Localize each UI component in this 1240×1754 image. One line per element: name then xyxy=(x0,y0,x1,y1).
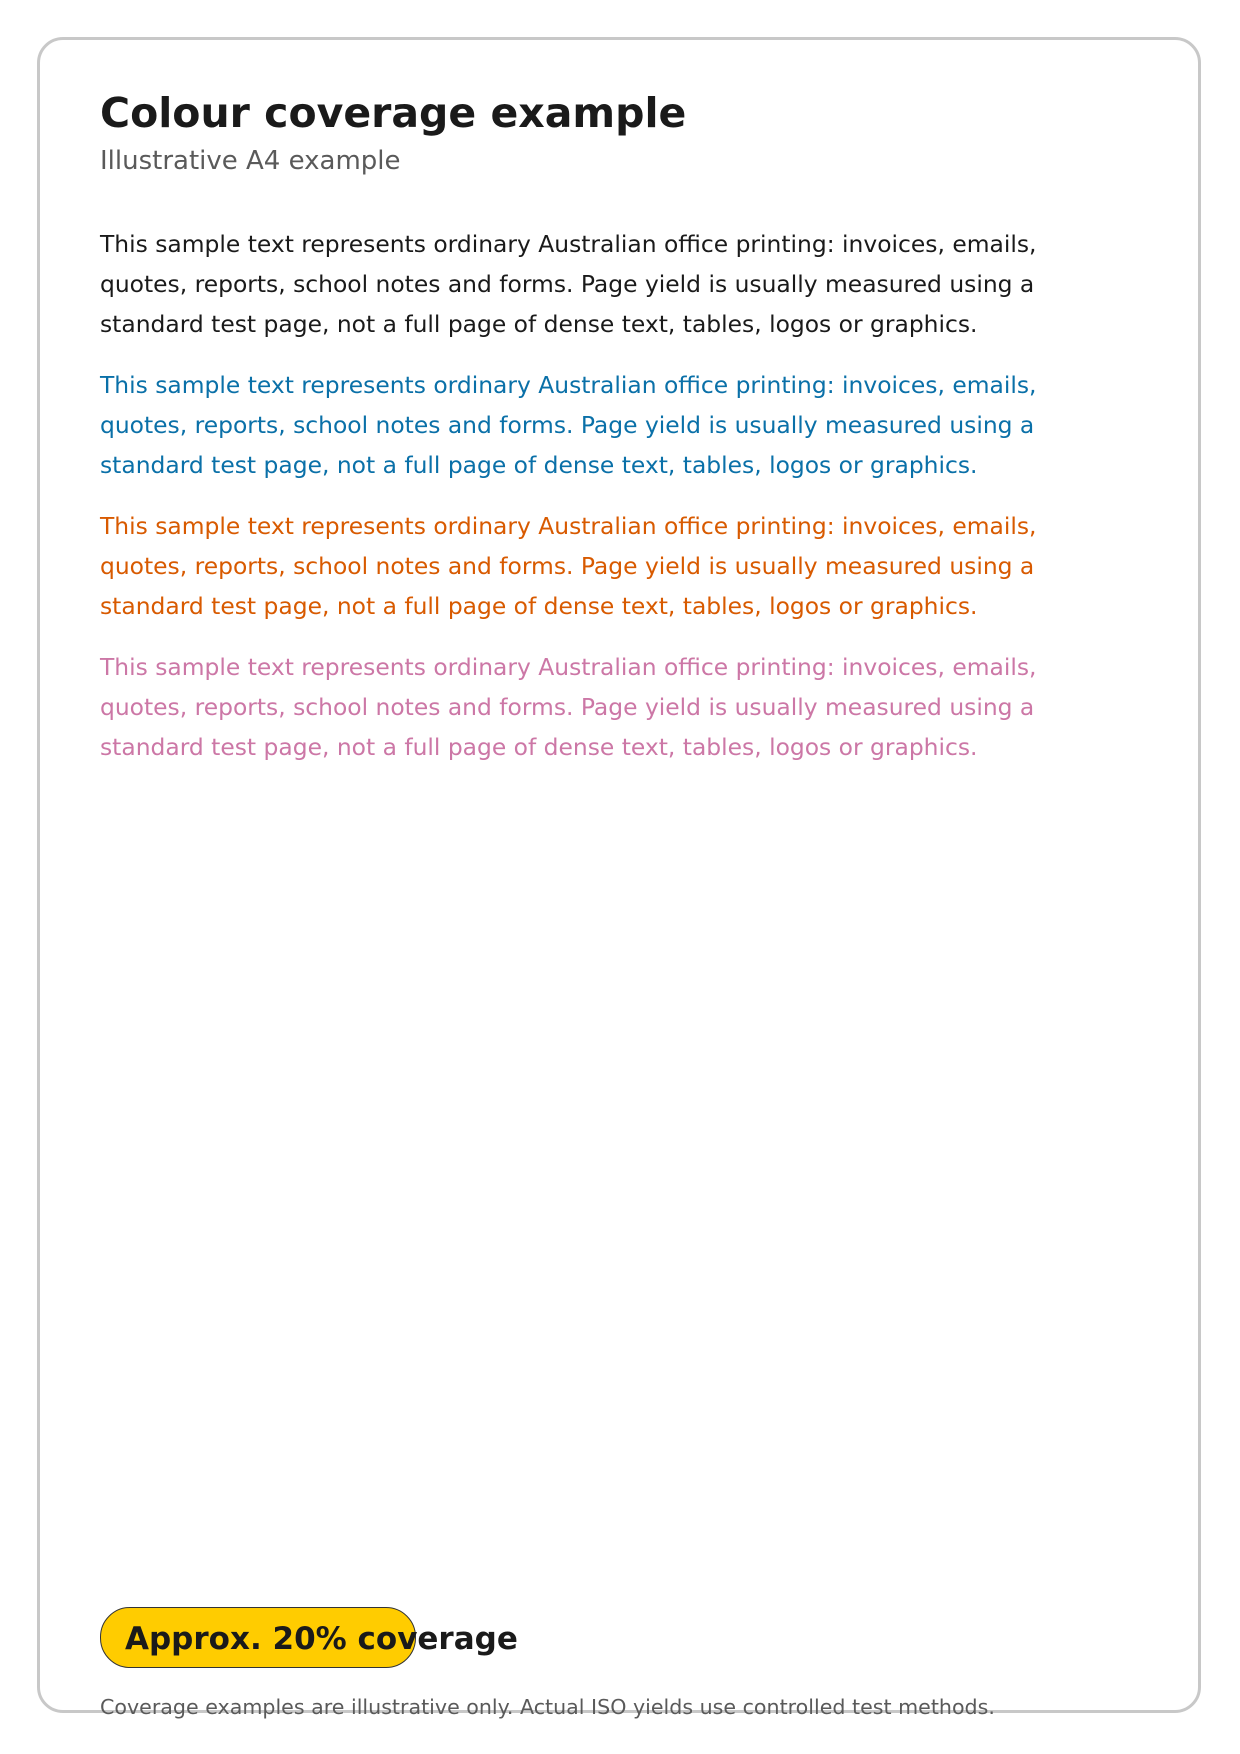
sample-paragraph-black: This sample text represents ordinary Australian office printing: invoices, emails, quotes, reports, school notes and forms. Page yield is usually measured using a standard test page, not a full page of dense text, tables, logos or graphics. xyxy=(100,230,1037,338)
disclaimer-note: Coverage examples are illustrative only. Actual ISO yields use controlled test methods. xyxy=(100,1695,995,1719)
sample-paragraph-orange: This sample text represents ordinary Australian office printing: invoices, emails, quotes, reports, school notes and forms. Page yield is usually measured using a standard test page, not a full page of dense text, tables, logos or graphics. xyxy=(100,512,1037,620)
sample-text-section xyxy=(100,224,1110,788)
page-subtitle: Illustrative A4 example xyxy=(100,146,401,176)
sample-paragraph-blue: This sample text represents ordinary Australian office printing: invoices, emails, quotes, reports, school notes and forms. Page yield is usually measured using a standard test page, not a full page of dense text, tables, logos or graphics. xyxy=(100,371,1037,479)
page-title: Colour coverage example xyxy=(100,89,687,137)
sample-paragraph-pink: This sample text represents ordinary Australian office printing: invoices, emails, quotes, reports, school notes and forms. Page yield is usually measured using a standard test page, not a full page of dense text, tables, logos or graphics. xyxy=(100,653,1037,761)
coverage-label: Approx. 20% coverage xyxy=(125,1621,518,1657)
